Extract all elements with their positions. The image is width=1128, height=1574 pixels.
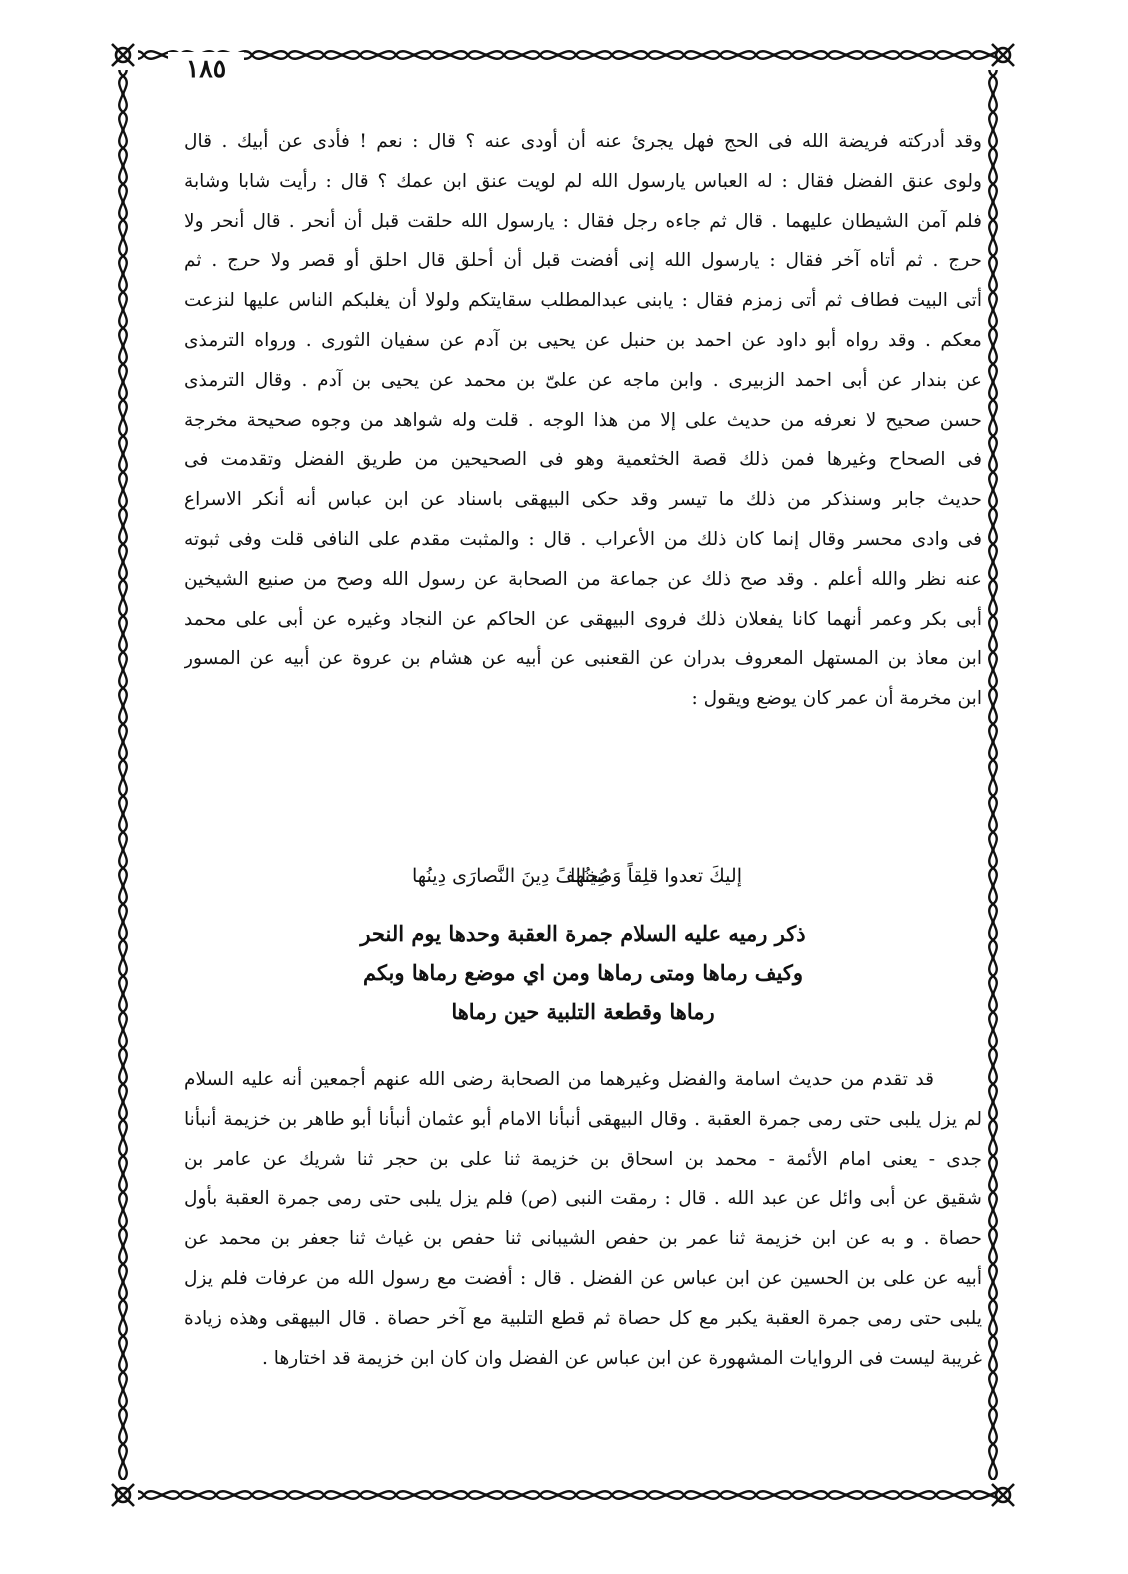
- body-line: ابن معاذ بن المستهل المعروف بدران عن القعنبى عن أبيه عن هشام بن عروة عن أبيه عن المسور: [184, 648, 982, 670]
- body-line: فى وادى محسر وقال إنما كان ذلك من الأعراب . قال : والمثبت مقدم على النافى قلت وفى ثبوته: [184, 528, 982, 550]
- poetry-verse: [184, 856, 982, 896]
- section-line: شقيق عن أبى وائل عن عبد الله . قال : رمقت النبى (ص) فلم يزل يلبى حتى رمى جمرة العقبة بأول: [184, 1188, 982, 1210]
- verse-first-hemistich: إليكَ تعدوا قلِقاً وَضِينُها: [570, 865, 742, 887]
- heading-line: رماها وقطعة التلبية حين رماها: [451, 999, 715, 1024]
- body-line: عنه نظر والله أعلم . وقد صح ذلك عن جماعة من الصحابة عن رسول الله وصح من صنيع الشيخين: [184, 568, 982, 590]
- page-number: ١٨٥: [168, 52, 244, 86]
- heading-line: ذكر رميه عليه السلام جمرة العقبة وحدها يوم النحر: [360, 921, 806, 946]
- body-line: وقد أدركته فريضة الله فى الحج فهل يجرئ عنه أن أودى عنه ؟ قال : نعم ! فأدى عن أبيك . قال: [184, 131, 982, 152]
- section-line: قد تقدم من حديث اسامة والفضل وغيرهما من الصحابة رضى الله عنهم أجمعين أنه عليه السلام: [184, 1069, 934, 1090]
- body-line: فى الصحاح وغيرها فمن ذلك قصة الخثعمية وهو فى الصحيحين من طريق الفضل وتقدمت فى: [184, 449, 982, 471]
- section-heading: [184, 914, 982, 1031]
- body-line: معكم . وقد رواه أبو داود عن احمد بن حنبل عن يحيى بن آدم عن سفيان الثورى . ورواه الترمذى: [184, 329, 982, 351]
- section-line: يلبى حتى رمى جمرة العقبة يكبر مع كل حصاة ثم قطع التلبية مع آخر حصاة . قال البيهقى وهذه زيادة: [184, 1307, 982, 1329]
- body-line: ولوى عنق الفضل فقال : له العباس يارسول الله لم لويت عنق ابن عمك ؟ قال : رأيت شابا وشابة: [184, 170, 982, 192]
- section-line: حصاة . و به عن ابن خزيمة ثنا عمر بن حفص الشيبانى ثنا حفص بن غياث ثنا جعفر بن محمد عن: [184, 1228, 982, 1250]
- section-line: لم يزل يلبى حتى رمى جمرة العقبة . وقال البيهقى أنبأنا الامام أبو عثمان أنبأنا أبو طاهر بن خزيمة أنبأنا: [184, 1108, 982, 1130]
- body-line: ابن مخرمة أن عمر كان يوضع ويقول :: [691, 688, 982, 710]
- body-text: [184, 122, 982, 719]
- body-line: أبى بكر وعمر أنهما كانا يفعلان ذلك فروى البيهقى عن الحاكم عن النجاد وغيره عن أبى على محمد: [184, 608, 982, 630]
- body-line: حديث جابر وسنذكر من ذلك ما تيسر وقد حكى البيهقى باسناد عن ابن عباس أنه أنكر الاسراع: [184, 489, 982, 511]
- body-line: عن بندار عن أبى احمد الزبيرى . وابن ماجه عن علىّ بن محمد عن يحيى بن آدم . وقال الترمذى: [184, 369, 982, 391]
- body-line: حسن صحيح لا نعرفه من حديث على إلا من هذا الوجه . قلت وله شواهد من وجوه صحيحة مخرجة: [184, 409, 982, 431]
- verse-second-hemistich: مُخالفً دِينَ النَّصارَى دِينُها: [412, 865, 610, 887]
- body-line: أتى البيت فطاف ثم أتى زمزم فقال : يابنى عبدالمطلب سقايتكم ولولا أن يغلبكم الناس عليها لنزعت: [184, 290, 982, 312]
- section-line: غريبة ليست فى الروايات المشهورة عن ابن عباس عن الفضل وان كان ابن خزيمة قد اختارها .: [261, 1347, 982, 1369]
- section-line: جدى - يعنى امام الأئمة - محمد بن اسحاق بن خزيمة ثنا على بن حجر ثنا شريك عن عامر بن: [184, 1148, 982, 1170]
- section-line: أبيه عن على بن الحسين عن ابن عباس عن الفضل . قال : أفضت مع رسول الله من عرفات فلم يزل: [184, 1267, 982, 1289]
- heading-line: وكيف رماها ومتى رماها ومن اي موضع رماها وبكم: [362, 960, 804, 985]
- section-body-text: [184, 1060, 982, 1378]
- body-line: فلم آمن الشيطان عليهما . قال ثم جاءه رجل فقال : يارسول الله حلقت قبل أن أنحر . قال أنحر ولا: [184, 210, 982, 232]
- body-line: حرج . ثم أتاه آخر فقال : يارسول الله إنى أفضت قبل أن أحلق قال احلق أو قصر ولا حرج . ثم: [184, 250, 982, 272]
